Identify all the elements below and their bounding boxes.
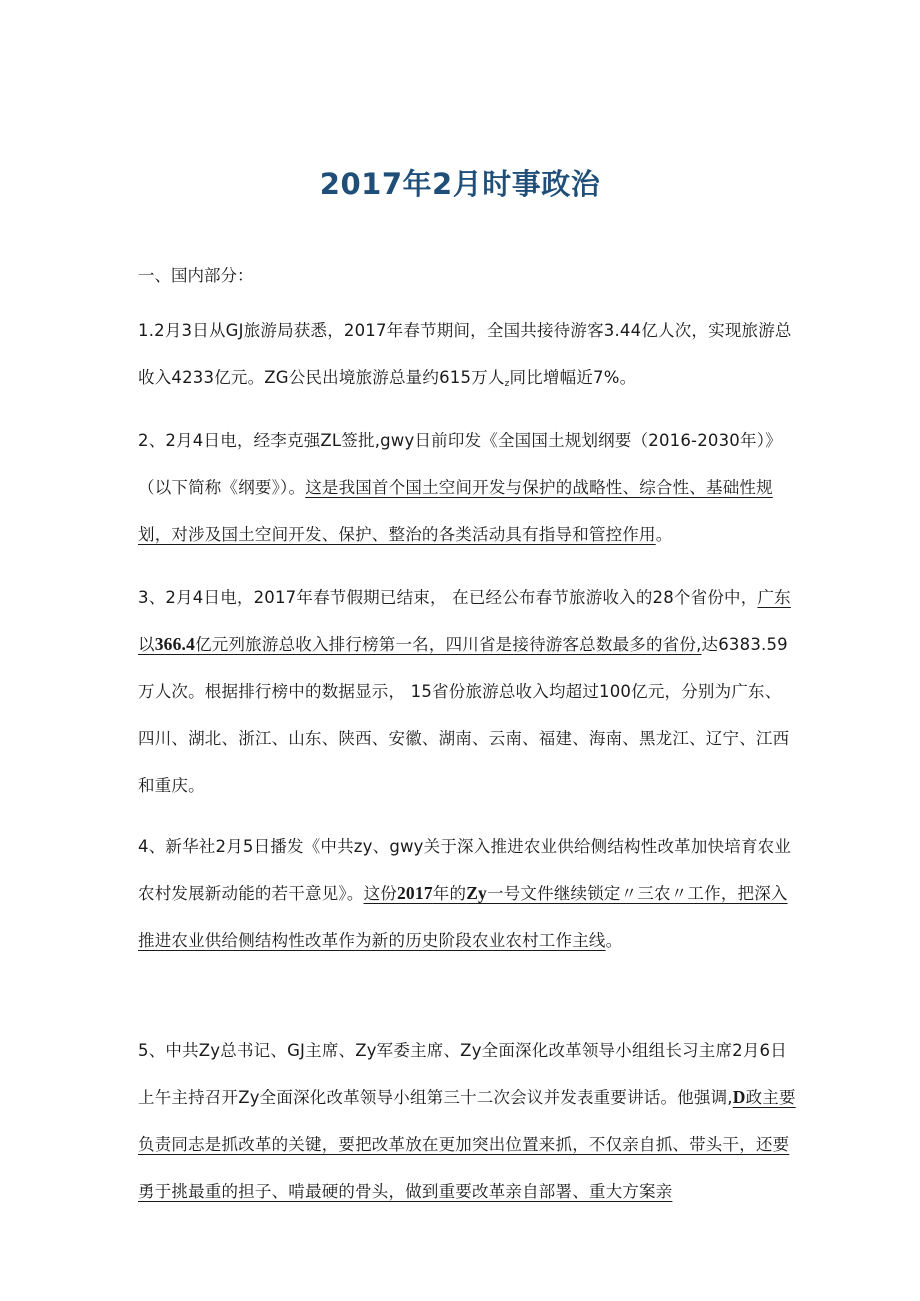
item-4-text-tail: 。 [605,931,623,950]
section-heading: 一、国内部分： [138,266,254,285]
item-2-text: 2、2月4日电，经李克强ZL签批,gwy日前印发《全国国土规划纲要（2016-2030年）》（以下简称《纲要》）。 [138,431,782,497]
item-3-text: 3、2月4日电，2017年春节假期已结束， 在已经公布春节旅游收入的28个省份中， [138,588,758,607]
news-item-2 [138,417,798,558]
item-3-underlined-text-2: 亿元列旅游总收入排行榜第一名，四川省是接待游客总数最多的省份, [195,635,702,654]
item-5-underlined-text: 政主要负责同志是抓改革的关键，要把改革放在更加突出位置来抓，不仅亲自抓、带头干，还要勇于挑最重的担子、啃最硬的骨头，做到重要改革亲自部署、重大方案亲 [138,1088,796,1201]
item-3-underlined-text: 广东以 [138,588,791,654]
news-item-1 [138,307,798,408]
news-item-3 [138,574,798,809]
item-1-text: 1.2月3日从GJ旅游局获悉，2017年春节期间，全国共接待游客3.44亿人次，实现旅游总收入4233亿元。ZG公民出境旅游总量约615万人 [138,321,792,387]
item-1-text-tail: 同比增幅近7%。 [509,368,637,387]
item-5-bold-letter: D [732,1087,746,1107]
item-3-bold-figure: 366.4 [154,634,196,654]
item-4-underlined-text: 这份 [363,884,397,903]
item-1-subscript: z [504,379,510,389]
item-4-bold-abbr: Zy [466,883,488,903]
news-item-5 [138,1027,798,1215]
news-item-4 [138,823,798,964]
item-2-text-tail: 。 [655,525,673,544]
page-title: 2017年2月时事政治 [319,167,601,201]
item-4-bold-year: 2017 [396,883,433,903]
item-4-underlined-text-2: 年的 [432,884,467,903]
item-3-text-tail: 达6383.59万人次。根据排行榜中的数据显示， 15省份旅游总收入均超过100亿元，分别为广东、四川、湖北、浙江、山东、陕西、安徽、湖南、云南、福建、海南、黑龙江、辽宁、江西和重庆。 [138,635,790,795]
item-4-text: 4、新华社2月5日播发《中共zy、gwy关于深入推进农业供给侧结构性改革加快培育农业农村发展新动能的若干意见》。 [138,837,792,903]
item-5-text: 5、中共Zy总书记、GJ主席、Zy军委主席、Zy全面深化改革领导小组组长习主席2月6日上午主持召开Zy全面深化改革领导小组第三十二次会议并发表重要讲话。他强调, [138,1041,787,1107]
item-4-underlined-text-3: 一号文件继续锁定〃三农〃工作，把深入推进农业供给侧结构性改革作为新的历史阶段农业农村工作主线 [138,884,788,950]
item-2-underlined-text: 这是我国首个国土空间开发与保护的战略性、综合性、基础性规划，对涉及国土空间开发、保护、整治的各类活动具有指导和管控作用 [138,478,773,544]
